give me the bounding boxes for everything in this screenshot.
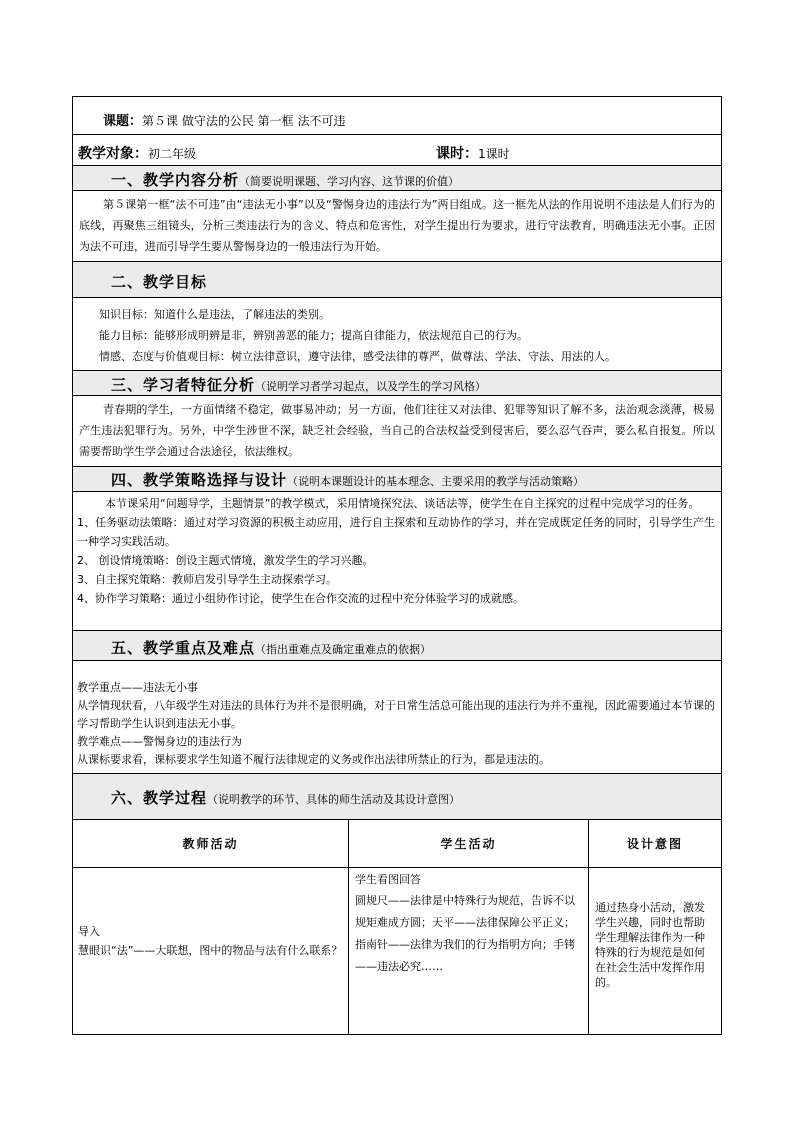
strategy-item-1: 1、任务驱动法策略：通过对学习资源的积极主动应用，进行自主探索和互动协作的学习，并在完成既定任务的同时，引导学生产生一种学习实践活动。 [77,516,715,548]
column-design-intent: 设计意图 [589,820,722,868]
section-4-heading: 四、教学策略选择与设计 [111,471,288,489]
student-activity-cell [349,868,589,1035]
section-1-note: （简要说明课题、学习内容、这节课的价值） [239,175,460,188]
design-intent-body: 通过热身小活动，激发学生兴趣，同时也帮助学生理解法律作为一种特殊的行为规范是如何在社会生活中发挥作用的。 [595,901,705,989]
column-teacher-activity: 教师活动 [73,820,349,868]
goal-knowledge: 知识目标：知道什么是违法，了解违法的类别。 [99,308,330,321]
design-intent-cell [589,868,722,1035]
hours-value: 1课时 [478,147,510,161]
student-activity-title: 学生看图回答 [355,873,421,886]
title-cell [73,97,722,135]
section-5-note: （指出重难点及确定重难点的依据） [255,643,432,656]
object-value: 初二年级 [148,147,197,161]
title-label: 课题： [103,114,143,129]
section-2-body-cell [73,298,722,371]
section-4-body-cell [73,492,722,631]
section-1-body-cell [73,191,722,262]
section-1-heading-cell [73,166,722,191]
section-3-heading-cell [73,371,722,396]
lesson-plan-document [72,96,721,1035]
section-3-body: 青春期的学生，一方面情绪不稳定，做事易冲动；另一方面，他们往往又对法律、犯罪等知识了解不多，法治观念淡薄，极易产生违法犯罪行为。另外，中学生涉世不深，缺乏社会经验，当自己的合法权益受到侵害后，要么忍气吞声，要么私自报复。所以需要帮助学生学会通过合法途径，依法维权。 [79,403,715,458]
section-6-heading: 六、教学过程 [111,789,208,807]
strategy-item-2: 2、 创设情境策略：创设主题式情境，激发学生的学习兴趣。 [77,554,374,567]
teacher-activity-cell [73,868,349,1035]
title-value: 第５课 做守法的公民 第一框 法不可违 [142,114,346,128]
section-3-heading: 三、学习者特征分析 [111,376,256,394]
section-1-heading: 一、教学内容分析 [111,171,240,189]
section-4-note: （说明本课题设计的基本理念、主要采用的教学与活动策略） [287,475,585,488]
lesson-plan-table [72,96,722,1035]
teacher-activity-title: 导入 [78,925,100,938]
column-student-activity: 学生活动 [349,820,589,868]
section-5-heading: 五、教学重点及难点 [111,639,256,657]
strategy-item-3: 3、自主探究策略：教师启发引导学生主动探索学习。 [77,573,337,586]
section-5-body-cell [73,661,722,774]
section-1-body: 第５课第一框“法不可违”由“违法无小事”以及“警惕身边的违法行为”两目组成。这一框先从法的作用说明不违法是人们行为的底线，再聚焦三组镜头，分析三类违法行为的含义、特点和危害性，对学生提出行为要求，进行守法教育，明确违法无小事。正因为法不可违，进而引导学生要从警惕身边的一般违法行为开始。 [79,198,715,253]
object-cell [73,135,722,166]
difficulty-label: 教学难点——警惕身边的违法行为 [77,735,242,748]
key-point-body: 从学情现状看，八年级学生对违法的具体行为并不是很明确，对于日常生活总可能出现的违法行为并不重视，因此需要通过本节课的学习帮助学生认识到违法无小事。 [77,699,715,730]
goal-emotion: 情感、态度与价值观目标：树立法律意识，遵守法律，感受法律的尊严，做尊法、学法、守法、用法的人。 [99,350,616,363]
teacher-activity-body: 慧眼识“法”——大联想，图中的物品与法有什么联系？ [78,944,343,957]
strategy-item-4: 4、协作学习策略：通过小组协作讨论，使学生在合作交流的过程中充分体验学习的成就感。 [77,592,524,605]
section-3-note: （说明学习者学习起点，以及学生的学习风格） [255,380,487,393]
section-4-heading-cell [73,467,722,492]
section-2-heading-cell [73,262,722,298]
object-label: 教学对象： [78,146,148,162]
table-row [73,868,722,1035]
hours-label: 课时： [436,146,479,162]
section-6-heading-cell [73,774,722,820]
section-6-note: （说明教学的环节、具体的师生活动及其设计意图） [207,793,461,806]
key-point-label: 教学重点——违法无小事 [77,681,198,694]
student-activity-body: 圆规尺——法律是中特殊行为规范，告诉不以规矩难成方圆；天平——法律保障公平正义；指南针——法律为我们的行为指明方向；手铐——违法必究…… [355,894,575,973]
strategy-intro: 本节课采用“问题导学，主题情景”的教学模式，采用情境探究法、谈话法等，使学生在自主探究的过程中完成学习的任务。 [105,497,700,510]
section-2-heading: 二、教学目标 [111,273,208,291]
difficulty-body: 从课标要求看，课标要求学生知道不履行法律规定的义务或作出法律所禁止的行为，都是违法的。 [77,753,550,766]
section-5-heading-cell [73,631,722,661]
section-3-body-cell [73,396,722,467]
goal-ability: 能力目标：能够形成明辨是非，辨别善恶的能力；提高自律能力，依法规范自己的行为。 [99,329,528,342]
